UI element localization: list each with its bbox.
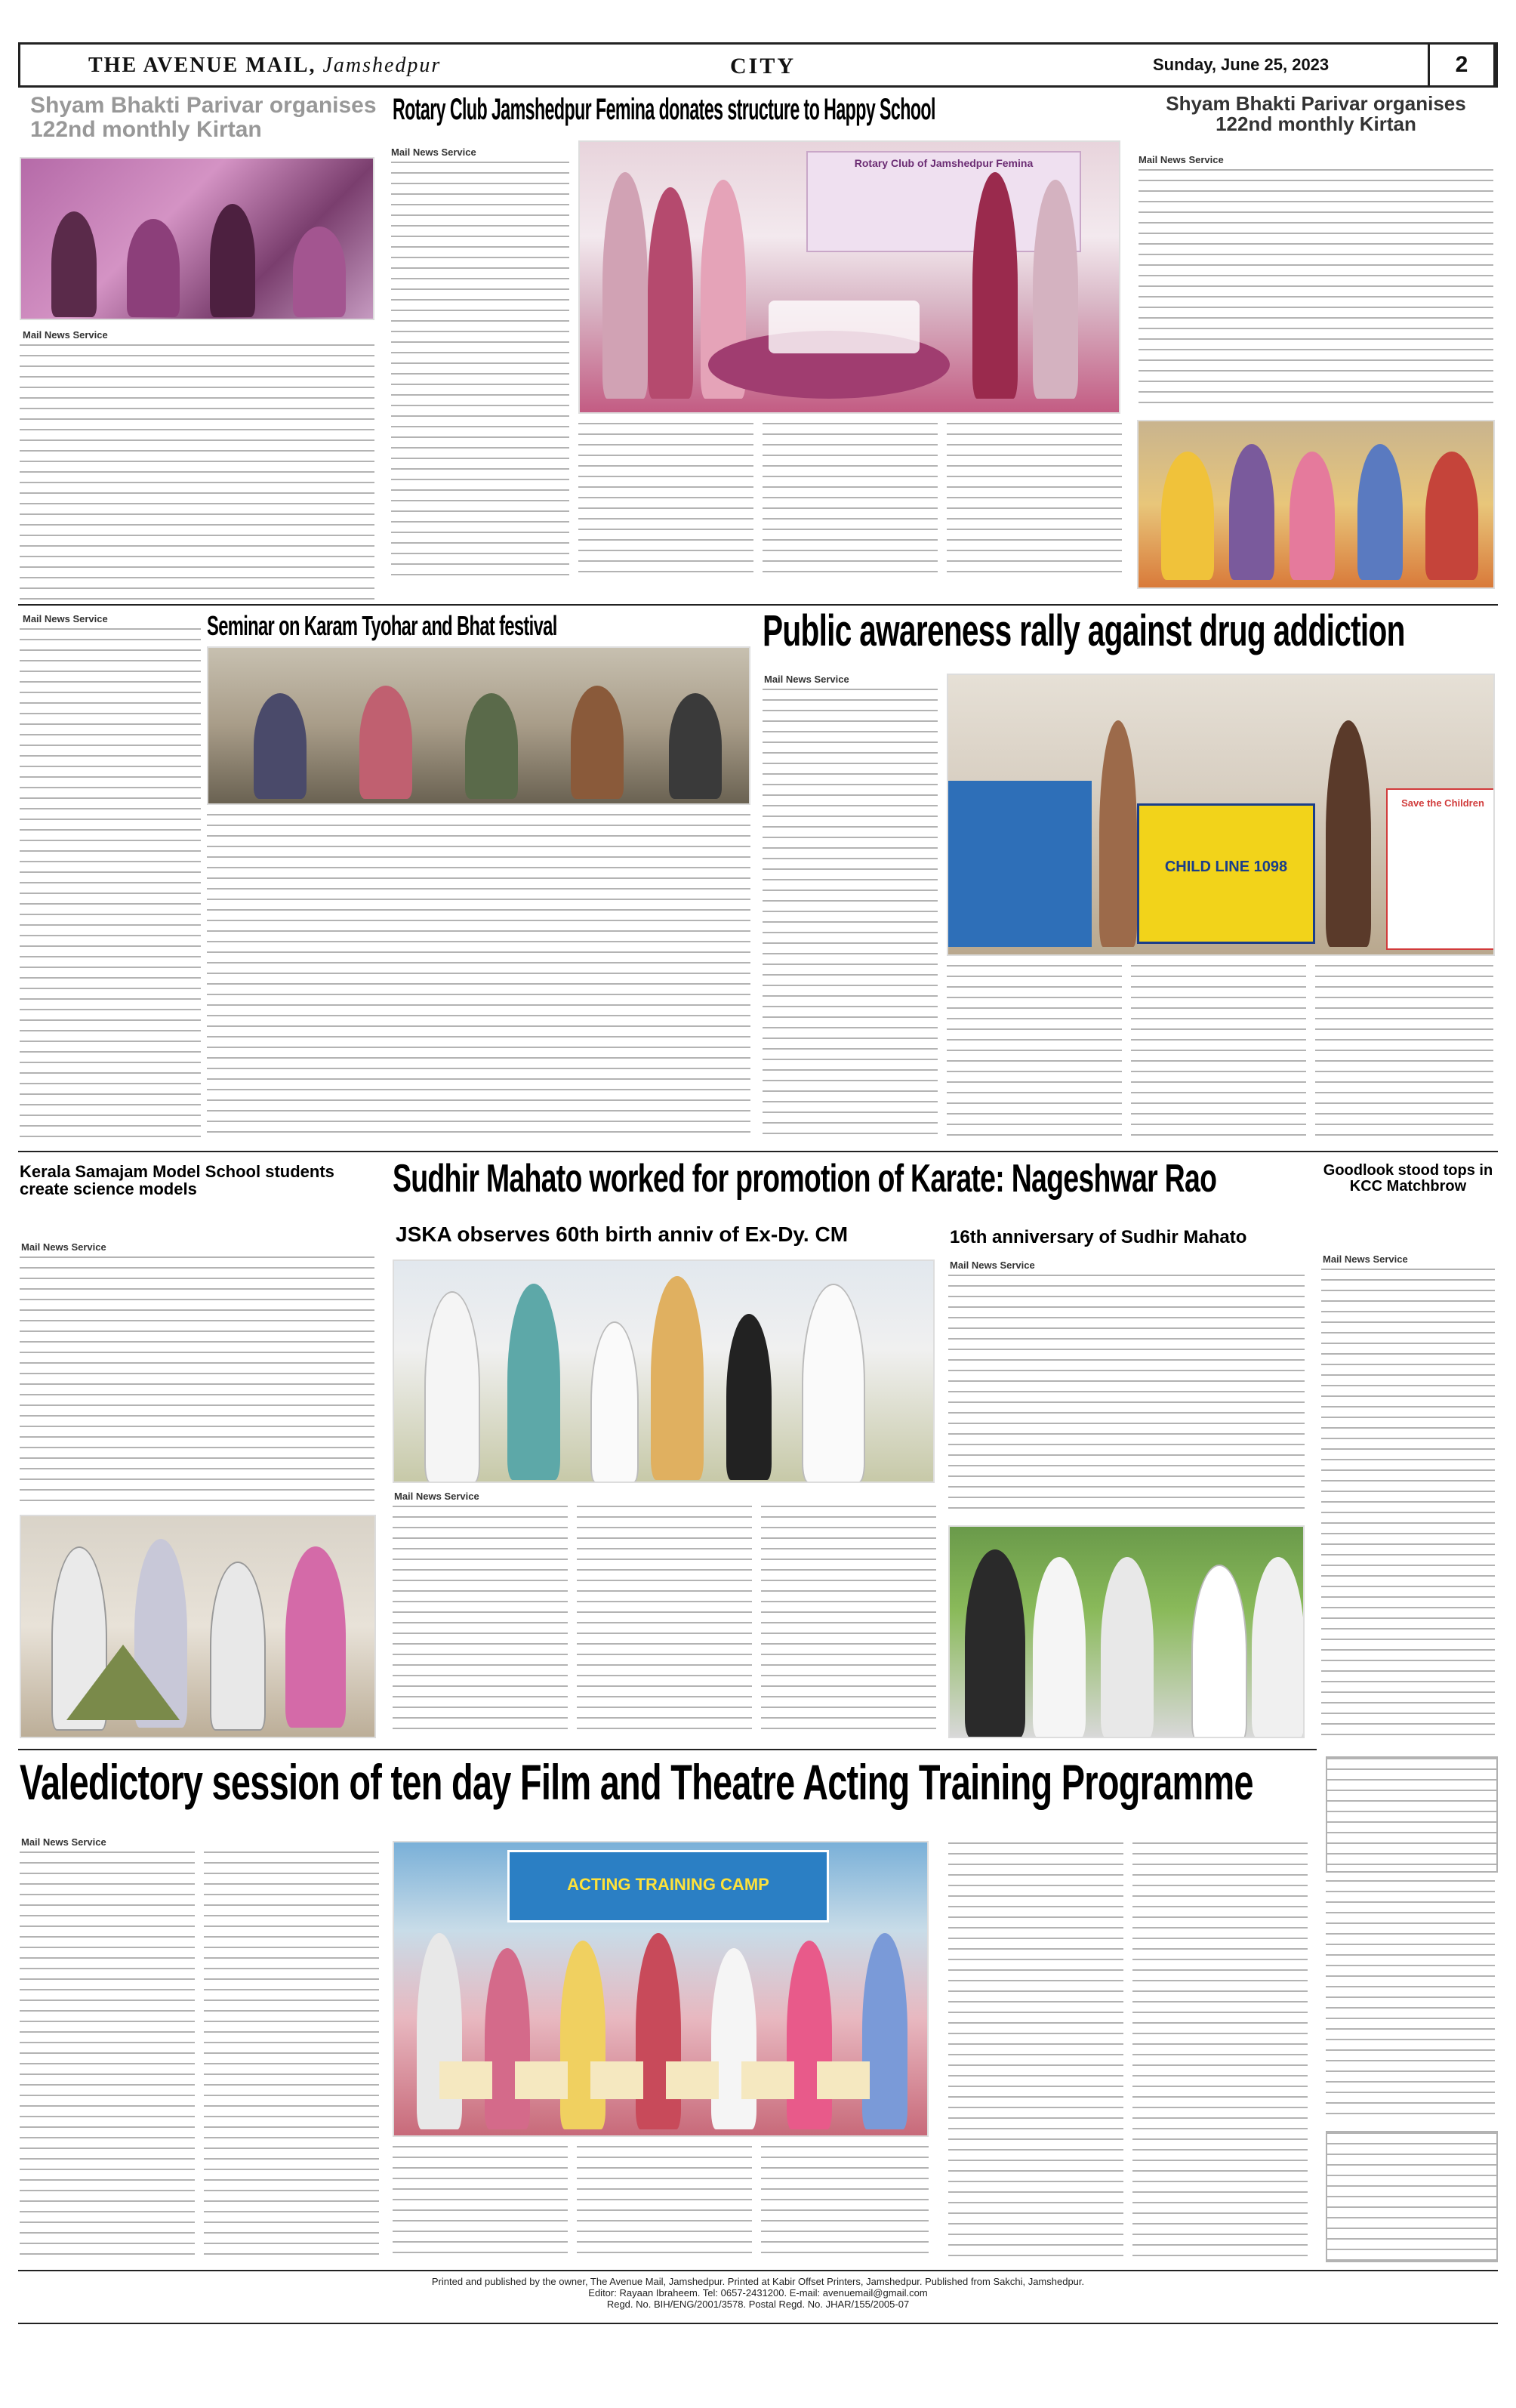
kirtan-photo-left [20, 157, 374, 320]
rally-banner-childline [1137, 803, 1315, 944]
anniversary-body-text [948, 1275, 1305, 1516]
goodlook-byline: Mail News Service [1323, 1253, 1408, 1265]
telemedicine-body-text-bottom [207, 814, 750, 1139]
rally-banner-save [1386, 788, 1495, 950]
drug-body-text-col3 [1131, 965, 1306, 1142]
overlay-body-text [20, 344, 374, 609]
rotary-body-text-col2 [578, 423, 753, 581]
drug-rally-photo [947, 674, 1495, 956]
science-byline: Mail News Service [21, 1241, 106, 1253]
footer-line-3: Regd. No. BIH/ENG/2001/3578. Postal Regd. No. JHAR/155/2005-07 [606, 2299, 910, 2310]
rotary-body-text-col4 [947, 423, 1122, 581]
drug-body-text-left [763, 689, 938, 1142]
science-headline: Kerala Samajam Model School students create science models [20, 1162, 334, 1199]
drug-body-text-col2 [947, 965, 1122, 1142]
city-name: Jamshedpur [322, 54, 442, 77]
jska-headline: JSKA observes 60th birth anniv of Ex-Dy. CM [396, 1222, 849, 1246]
science-model-photo [20, 1515, 376, 1738]
film-body-text-under-photo1 [393, 2146, 568, 2259]
rotary-byline: Mail News Service [391, 146, 476, 158]
goodlook-body-text [1321, 1269, 1495, 1737]
shyam-photo [1137, 420, 1495, 589]
right-notice-2 [1326, 1880, 1495, 2122]
drug-body-text-col4 [1315, 965, 1493, 1142]
telemedicine-photo [207, 646, 750, 805]
film-body-text-col2 [204, 1851, 379, 2259]
film-byline: Mail News Service [21, 1836, 106, 1848]
jska-body-text-col3 [761, 1506, 936, 1738]
film-body-text-under-photo3 [761, 2146, 929, 2259]
anniversary-photo [948, 1525, 1305, 1738]
issue-date: Sunday, June 25, 2023 [1153, 55, 1330, 74]
jska-body-text-col1 [393, 1506, 568, 1738]
telemedicine-byline: Mail News Service [23, 613, 108, 624]
telemedicine-body-text-left [20, 628, 201, 1142]
film-body-text-under-photo2 [577, 2146, 752, 2259]
jska-body-text-col2 [577, 1506, 752, 1738]
rotary-headline: Rotary Club Jamshedpur Femina donates structure to Happy School [393, 93, 935, 126]
karate-headline: Sudhir Mahato worked for promotion of Karate: Nageshwar Rao [393, 1157, 1217, 1201]
goodlook-headline: Goodlook stood tops in KCC Matchbrow [1323, 1162, 1493, 1195]
drug-byline: Mail News Service [764, 674, 849, 685]
overlay-byline: Mail News Service [23, 329, 108, 341]
masthead [18, 42, 1498, 88]
section-name: CITY [730, 54, 797, 79]
film-body-text-col1 [20, 1851, 195, 2259]
anniversary-headline: 16th anniversary of Sudhir Mahato [950, 1227, 1247, 1247]
rotary-photo [578, 140, 1120, 414]
film-headline: Valedictory session of ten day Film and Theatre Acting Training Programme [20, 1754, 1253, 1810]
shyam-byline: Mail News Service [1139, 154, 1224, 165]
shyam-body-text [1139, 169, 1493, 411]
rotary-banner-text: Rotary Club of Jamshedpur Femina [854, 157, 1034, 169]
film-training-photo [393, 1841, 929, 2137]
save-children-text: Save the Children [1401, 797, 1484, 809]
overlay-headline: Shyam Bhakti Parivar organises 122nd monthly Kirtan [30, 93, 377, 142]
jska-byline: Mail News Service [394, 1491, 479, 1502]
rally-banner-left [948, 781, 1092, 947]
childline-text: CHILD LINE 1098 [1164, 859, 1288, 875]
rotary-body-text-col3 [763, 423, 938, 581]
drug-headline: Public awareness rally against drug addiction [763, 606, 1405, 655]
footer-imprint [18, 2276, 1498, 2310]
science-body-text [20, 1256, 374, 1506]
rotary-body-text-col1 [391, 162, 569, 584]
paper-name: THE AVENUE MAIL, Jamshedpur [88, 54, 442, 77]
footer-line-2: Editor: Rayaan Ibraheem. Tel: 0657-2431200. E-mail: avenuemail@gmail.com [588, 2287, 928, 2299]
film-banner [507, 1850, 829, 1922]
footer-line-1: Printed and published by the owner, The Avenue Mail, Jamshedpur. Printed at Kabir Offset Printers, Jamshedpur. Published from Sakchi, Jamshedpur. [431, 2276, 1085, 2287]
film-banner-text: ACTING TRAINING CAMP [567, 1875, 769, 1894]
page-number: 2 [1428, 42, 1496, 88]
right-notice-3 [1326, 2131, 1498, 2262]
film-body-text-col5 [948, 1842, 1123, 2259]
right-notice-1 [1326, 1756, 1498, 1873]
film-body-text-col6 [1132, 1842, 1308, 2259]
shyam-headline: Shyam Bhakti Parivar organises 122nd monthly Kirtan [1166, 92, 1466, 136]
anniversary-byline: Mail News Service [950, 1259, 1035, 1271]
telemedicine-headline: Seminar on Karam Tyohar and Bhat festival [207, 610, 557, 641]
jska-photo [393, 1259, 935, 1483]
